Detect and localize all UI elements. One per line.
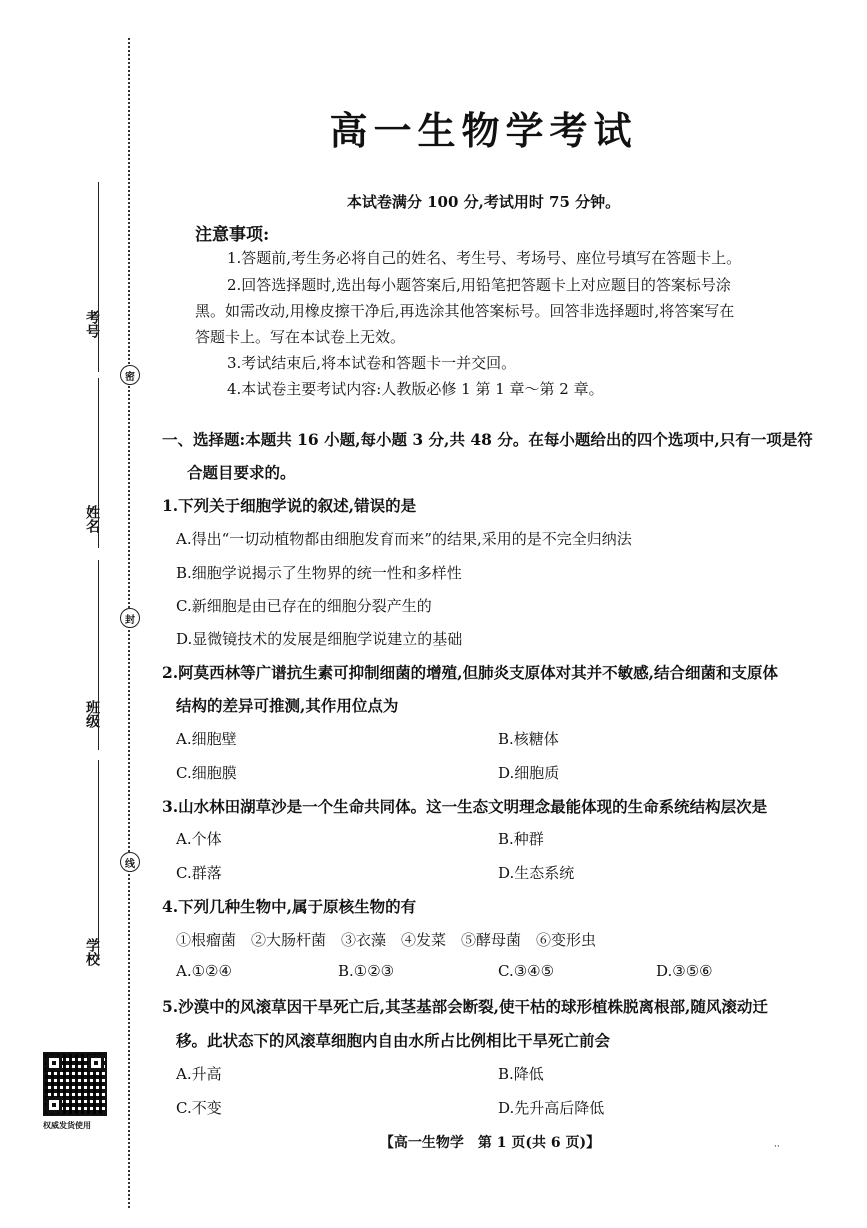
field-label-exam-number: 考号: [84, 310, 100, 338]
corner-mark: ··: [774, 1142, 780, 1152]
q4-stem: 4.下列几种生物中,属于原核生物的有: [162, 897, 417, 916]
section-heading-cont: 合题目要求的。: [187, 463, 296, 482]
notice-heading: 注意事项:: [195, 225, 270, 245]
field-line-school: [98, 760, 99, 960]
exam-info: 本试卷满分 100 分,考试用时 75 分钟。: [346, 193, 621, 211]
q2-stem-cont: 结构的差异可推测,其作用位点为: [176, 696, 399, 715]
q2-option-d: D.细胞质: [498, 764, 560, 782]
q5-option-a: A.升高: [176, 1065, 222, 1083]
q5-option-c: C.不变: [176, 1099, 222, 1117]
q5-stem-cont: 移。此状态下的风滚草细胞内自由水所占比例相比干旱死亡前会: [176, 1031, 611, 1050]
q3-option-d: D.生态系统: [498, 864, 575, 882]
q2-stem: 2.阿莫西林等广谱抗生素可抑制细菌的增殖,但肺炎支原体对其并不敏感,结合细菌和支原体: [162, 663, 778, 682]
field-line-name: [98, 378, 99, 548]
q3-option-b: B.种群: [498, 830, 544, 848]
q3-option-c: C.群落: [176, 864, 222, 882]
field-line-class: [98, 560, 99, 750]
page-footer: 【高一生物学 第 1 页(共 6 页)】: [379, 1135, 601, 1151]
qr-code: [43, 1052, 107, 1116]
q1-option-b: B.细胞学说揭示了生物界的统一性和多样性: [176, 564, 462, 582]
notice-item-3: 3.考试结束后,将本试卷和答题卡一并交回。: [227, 354, 517, 372]
qr-label: 权威发货使用: [43, 1120, 91, 1130]
q3-stem: 3.山水林田湖草沙是一个生命共同体。这一生态文明理念最能体现的生命系统结构层次是: [162, 797, 768, 816]
q4-option-a: A.①②④: [176, 962, 232, 980]
page-title: 高一生物学考试: [329, 108, 638, 153]
field-label-name: 姓名: [84, 505, 100, 533]
q2-option-b: B.核糖体: [498, 730, 559, 748]
q2-option-c: C.细胞膜: [176, 764, 237, 782]
q4-option-d: D.③⑤⑥: [656, 962, 713, 980]
field-label-school: 学校: [84, 938, 100, 966]
seal-mark-mi: 密: [120, 365, 140, 385]
notice-item-4: 4.本试卷主要考试内容:人教版必修 1 第 1 章～第 2 章。: [227, 380, 604, 398]
section-heading: 一、选择题:本题共 16 小题,每小题 3 分,共 48 分。在每小题给出的四个选项中,只有一项是符: [162, 430, 813, 449]
q1-option-c: C.新细胞是由已存在的细胞分裂产生的: [176, 597, 432, 615]
field-label-class: 班级: [84, 700, 100, 728]
q1-option-a: A.得出“一切动植物都由细胞发育而来”的结果,采用的是不完全归纳法: [176, 530, 632, 548]
notice-item-2-cont: 黑。如需改动,用橡皮擦干净后,再选涂其他答案标号。回答非选择题时,将答案写在: [195, 302, 735, 320]
q3-option-a: A.个体: [176, 830, 222, 848]
notice-item-2-cont2: 答题卡上。写在本试卷上无效。: [195, 328, 406, 346]
seal-mark-feng: 封: [120, 608, 140, 628]
notice-item-2: 2.回答选择题时,选出每小题答案后,用铅笔把答题卡上对应题目的答案标号涂: [227, 276, 731, 294]
q4-option-b: B.①②③: [338, 962, 395, 980]
q4-items: ①根瘤菌 ②大肠杆菌 ③衣藻 ④发菜 ⑤酵母菌 ⑥变形虫: [176, 931, 597, 949]
notice-item-1: 1.答题前,考生务必将自己的姓名、考生号、考场号、座位号填写在答题卡上。: [227, 249, 742, 267]
q5-option-b: B.降低: [498, 1065, 544, 1083]
q2-option-a: A.细胞壁: [176, 730, 237, 748]
q1-stem: 1.下列关于细胞学说的叙述,错误的是: [162, 496, 417, 515]
seal-mark-xian: 线: [120, 852, 140, 872]
q5-option-d: D.先升高后降低: [498, 1099, 605, 1117]
q4-option-c: C.③④⑤: [498, 962, 555, 980]
q1-option-d: D.显微镜技术的发展是细胞学说建立的基础: [176, 630, 463, 648]
q5-stem: 5.沙漠中的风滚草因干旱死亡后,其茎基部会断裂,使干枯的球形植株脱离根部,随风滚动迁: [162, 997, 768, 1016]
